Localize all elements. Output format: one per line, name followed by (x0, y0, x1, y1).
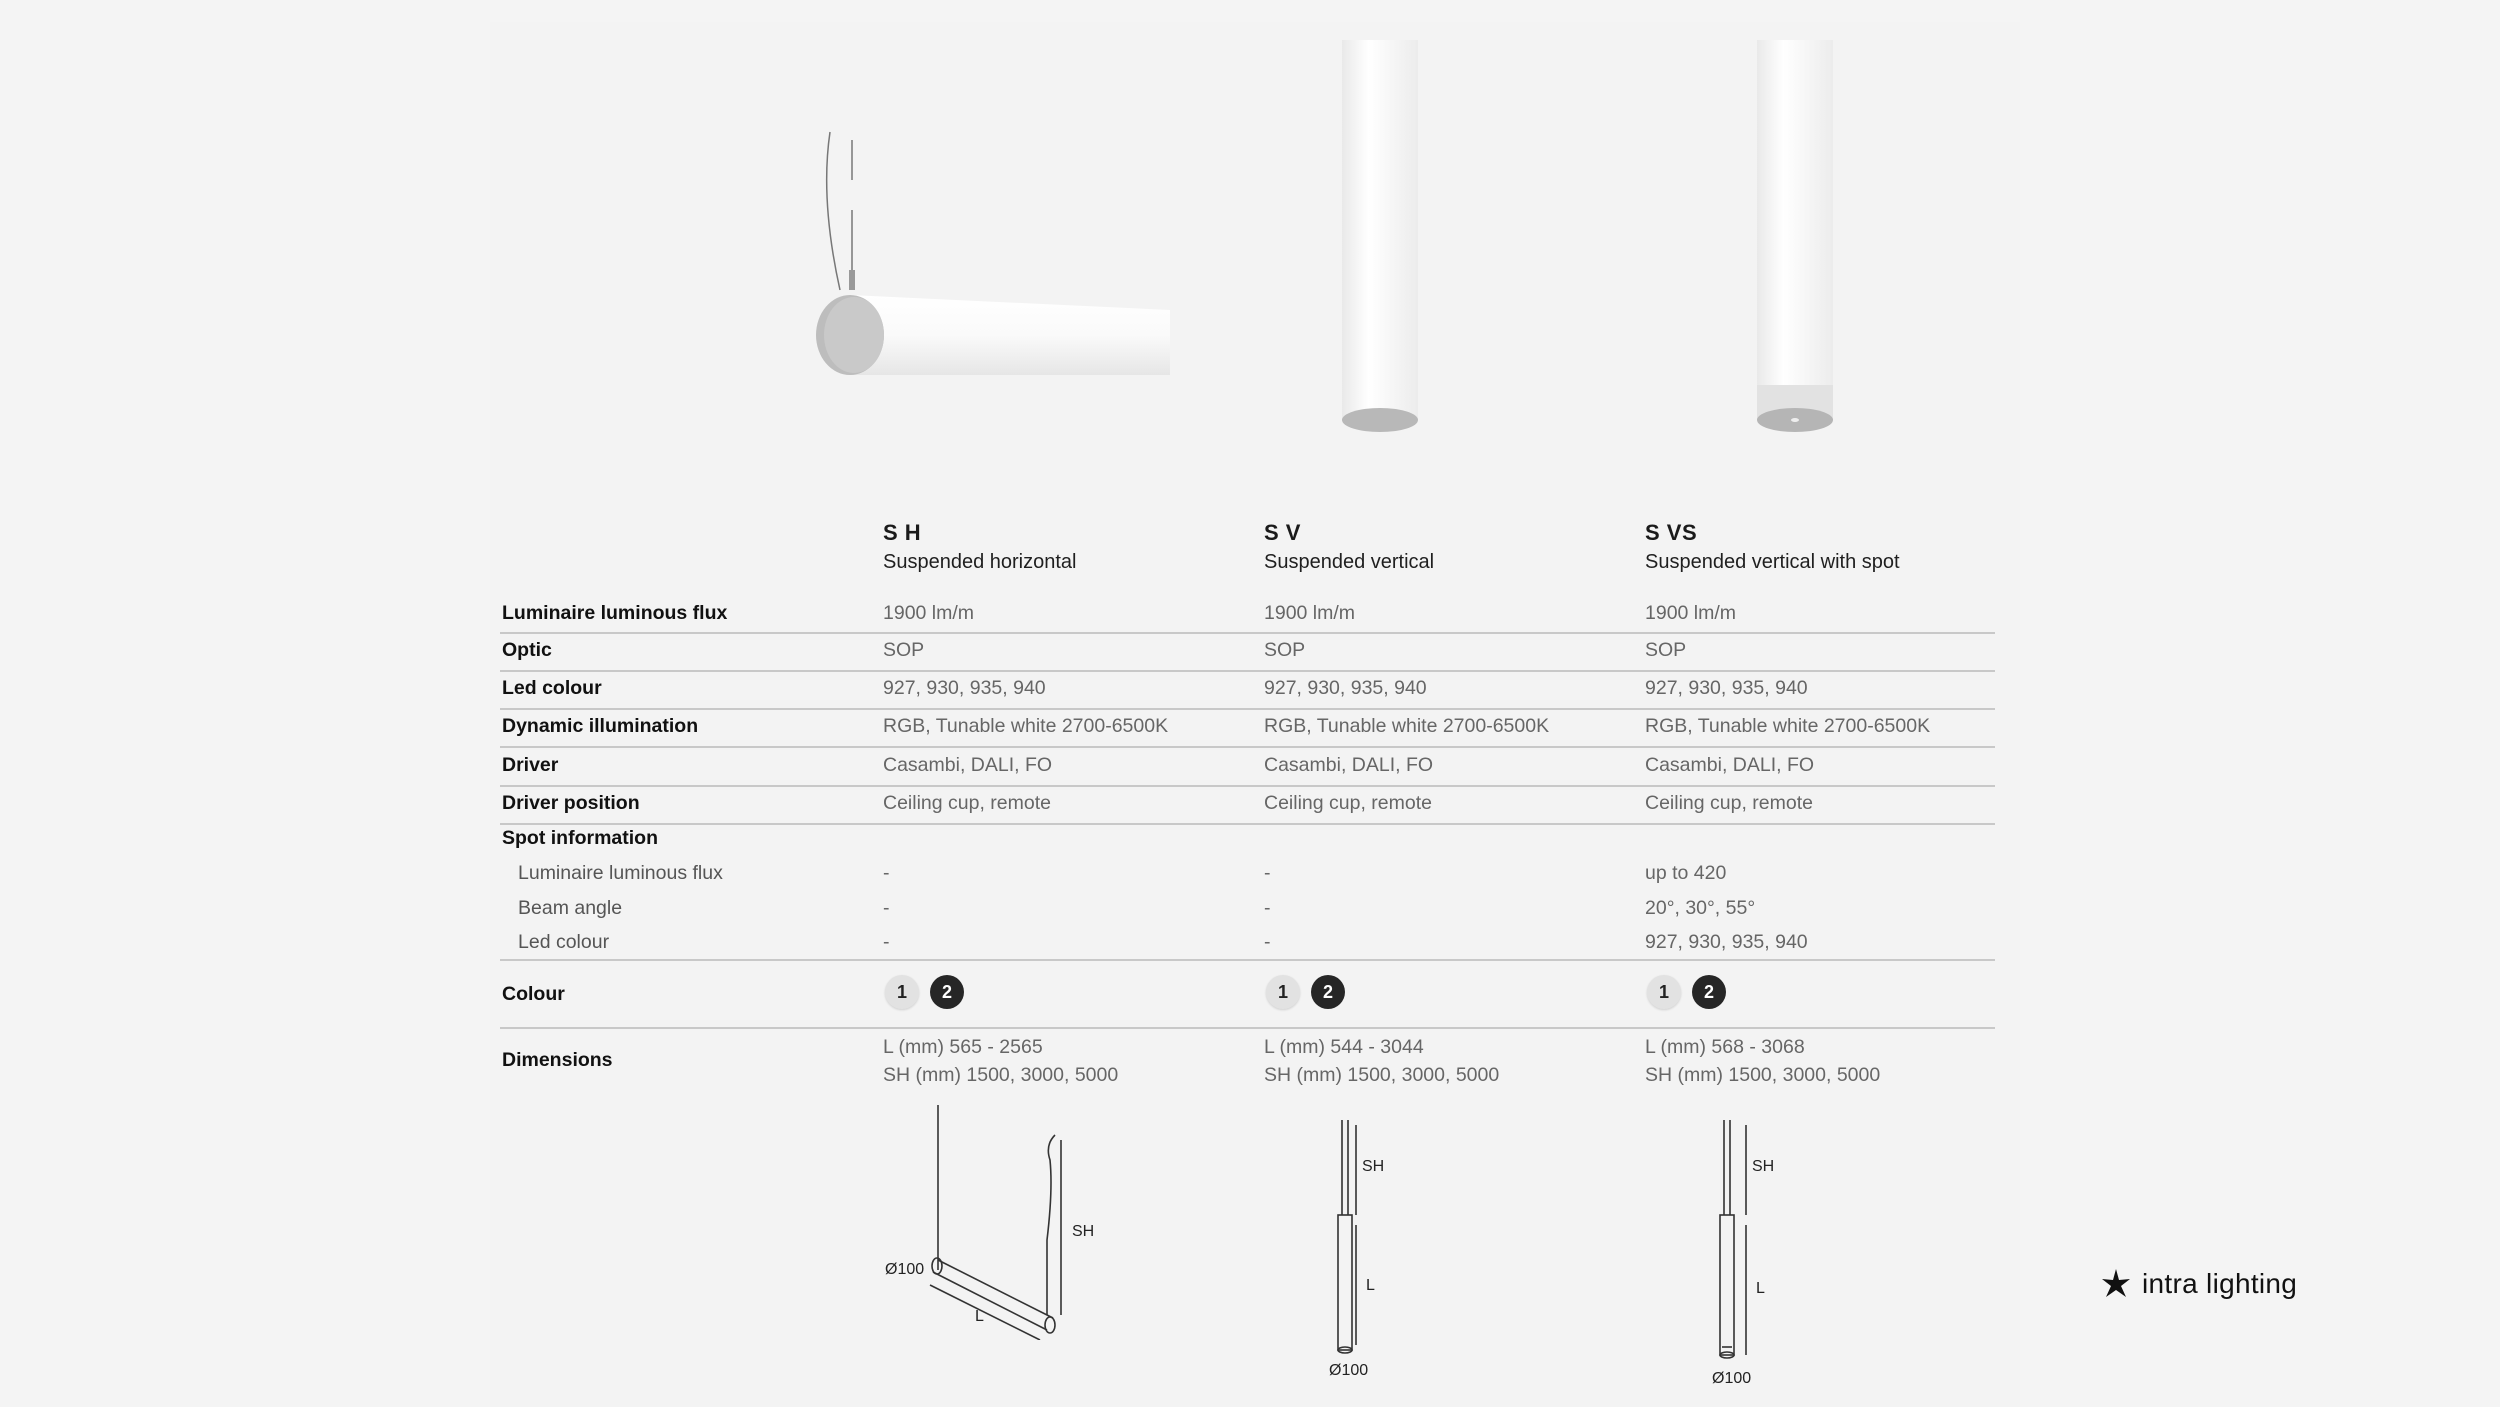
spec-value: Ceiling cup, remote (883, 792, 1051, 814)
colour-swatch-1[interactable]: 1 (1647, 975, 1681, 1009)
spec-value: 927, 930, 935, 940 (1645, 931, 1808, 953)
spec-value: Casambi, DALI, FO (1264, 754, 1434, 776)
spec-row-luminous-flux (500, 600, 1995, 634)
variant-code: S V (1264, 520, 1301, 545)
spec-value: 1900 lm/m (1645, 602, 1737, 624)
spec-value: 927, 930, 935, 940 (1264, 677, 1427, 699)
brand-name-part1: intra (2142, 1268, 2198, 1299)
spec-row-optic (500, 634, 1995, 672)
product-image-horizontal (800, 120, 1200, 400)
spec-value: SOP (1264, 639, 1306, 661)
row-sublabel: Led colour (518, 931, 610, 953)
spec-value: RGB, Tunable white 2700-6500K (883, 715, 1169, 737)
spec-row-driver-position (500, 787, 1995, 825)
variant-sh (883, 518, 1076, 576)
row-label: Colour (502, 983, 565, 1005)
colour-swatch-2[interactable]: 2 (930, 975, 964, 1009)
dimension-drawing-vertical-spot (1700, 1115, 1800, 1395)
drawing-label-l: L (1756, 1280, 1765, 1297)
asterisk-logo-icon (2100, 1268, 2132, 1300)
spec-row-dynamic-illumination (500, 710, 1995, 748)
spot-information-heading: Spot information (502, 827, 658, 849)
row-label: Driver position (502, 792, 640, 814)
colour-swatch-2[interactable]: 2 (1311, 975, 1345, 1009)
spec-value: Ceiling cup, remote (1645, 792, 1813, 814)
variant-svs (1645, 518, 1900, 576)
drawing-label-diameter: Ø100 (1712, 1370, 1752, 1387)
drawing-label-sh: SH (1072, 1223, 1095, 1240)
variant-sv (1264, 518, 1434, 576)
dimension-length: L (mm) 568 - 3068 (1645, 1036, 1805, 1058)
product-image-vertical (1330, 30, 1430, 440)
spec-value: RGB, Tunable white 2700-6500K (1264, 715, 1550, 737)
spec-value: Casambi, DALI, FO (883, 754, 1053, 776)
dimension-length: L (mm) 565 - 2565 (883, 1036, 1043, 1058)
colour-swatch-2[interactable]: 2 (1692, 975, 1726, 1009)
spec-value: 927, 930, 935, 940 (883, 677, 1046, 699)
row-label: Led colour (502, 677, 602, 699)
drawing-label-l: L (975, 1308, 984, 1325)
spec-value: 20°, 30°, 55° (1645, 897, 1756, 919)
spec-row-colour (500, 961, 1995, 1029)
brand-logo (2100, 1268, 2297, 1300)
variant-description: Suspended horizontal (883, 551, 1077, 573)
spec-value: 1900 lm/m (1264, 602, 1356, 624)
drawing-label-sh: SH (1362, 1158, 1385, 1175)
spec-value: SOP (1645, 639, 1687, 661)
row-sublabel: Beam angle (518, 897, 623, 919)
drawing-label-l: L (1366, 1277, 1375, 1294)
dimension-suspension-height: SH (mm) 1500, 3000, 5000 (883, 1064, 1119, 1086)
brand-name-part2: lighting (2197, 1268, 2298, 1299)
variant-code: S H (883, 520, 922, 545)
spec-value: - (883, 897, 890, 919)
spec-value: - (883, 862, 890, 884)
dimension-suspension-height: SH (mm) 1500, 3000, 5000 (1264, 1064, 1500, 1086)
spec-value: 927, 930, 935, 940 (1645, 677, 1808, 699)
spec-value: SOP (883, 639, 925, 661)
spec-value: 1900 lm/m (883, 602, 975, 624)
variant-description: Suspended vertical (1264, 551, 1435, 573)
brand-name (2142, 1268, 2297, 1300)
spec-value: - (883, 931, 890, 953)
dimension-drawing-horizontal (875, 1100, 1105, 1340)
drawing-label-diameter: Ø100 (1329, 1362, 1369, 1379)
dimension-drawing-vertical (1310, 1115, 1410, 1385)
row-label: Optic (502, 639, 552, 661)
spec-value: - (1264, 862, 1271, 884)
row-label: Luminaire luminous flux (502, 602, 728, 624)
spot-information-block (500, 825, 1995, 961)
spec-value: up to 420 (1645, 862, 1727, 884)
spec-row-driver (500, 748, 1995, 787)
spec-value: Casambi, DALI, FO (1645, 754, 1815, 776)
dimension-length: L (mm) 544 - 3044 (1264, 1036, 1424, 1058)
row-label: Dimensions (502, 1049, 613, 1071)
spec-value: - (1264, 931, 1271, 953)
dimension-suspension-height: SH (mm) 1500, 3000, 5000 (1645, 1064, 1881, 1086)
drawing-label-diameter: Ø100 (885, 1261, 925, 1278)
spec-row-dimensions (500, 1030, 1995, 1090)
variant-code: S VS (1645, 520, 1698, 545)
row-label: Driver (502, 754, 559, 776)
variant-description: Suspended vertical with spot (1645, 551, 1900, 573)
product-image-vertical-spot (1745, 30, 1845, 440)
drawing-label-sh: SH (1752, 1158, 1775, 1175)
colour-swatch-1[interactable]: 1 (1266, 975, 1300, 1009)
row-sublabel: Luminaire luminous flux (518, 862, 723, 884)
spec-value: Ceiling cup, remote (1264, 792, 1432, 814)
row-label: Dynamic illumination (502, 715, 699, 737)
spec-row-led-colour (500, 672, 1995, 710)
colour-swatch-1[interactable]: 1 (885, 975, 919, 1009)
spec-value: - (1264, 897, 1271, 919)
spec-value: RGB, Tunable white 2700-6500K (1645, 715, 1931, 737)
